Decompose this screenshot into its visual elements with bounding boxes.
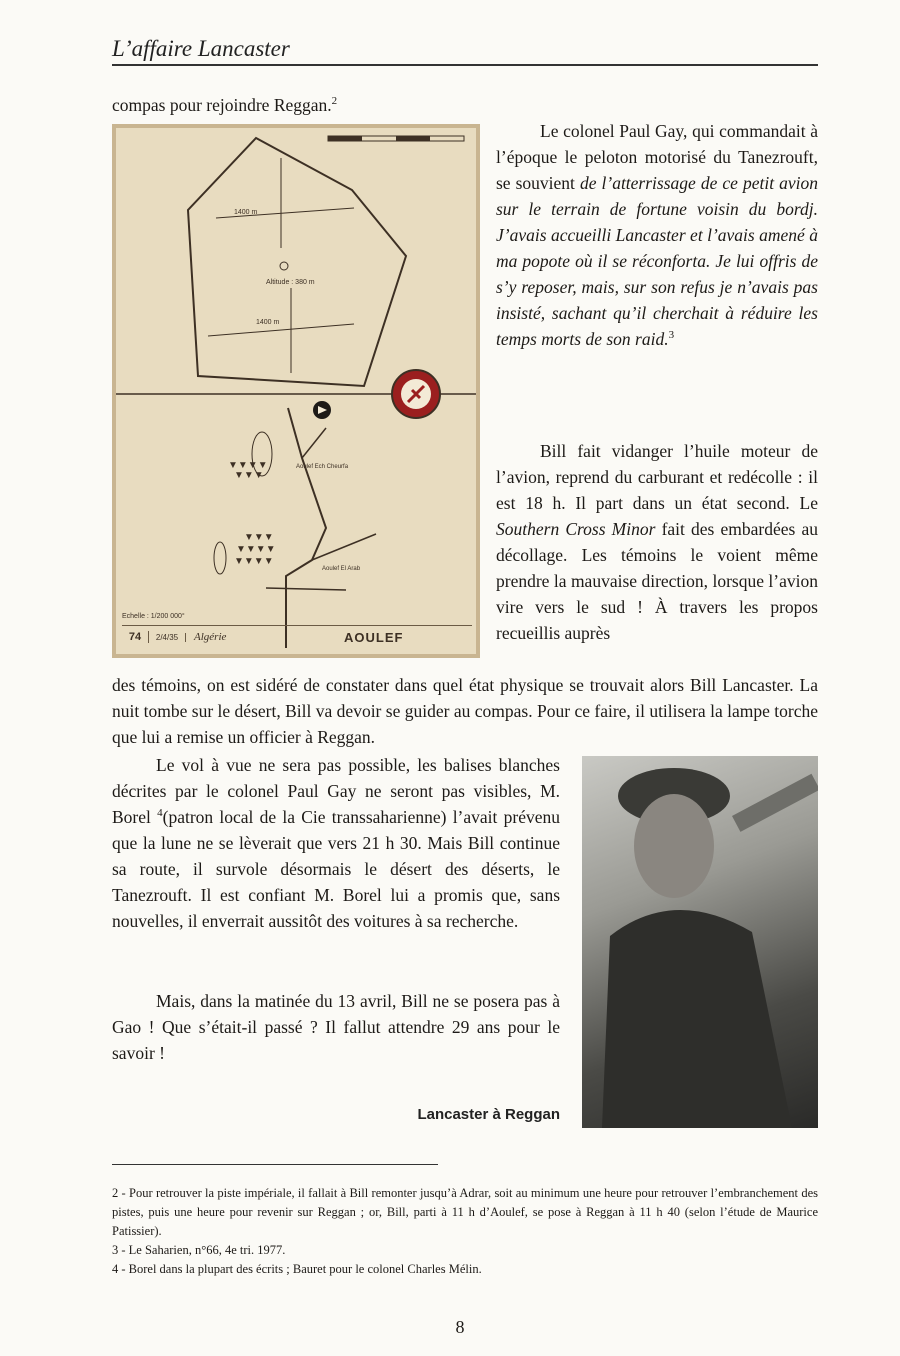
aoulef-map <box>112 124 480 658</box>
svg-text:▼▼▼: ▼▼▼ <box>244 532 274 543</box>
map-place-1: Aoulef Ech Cheurfa <box>296 464 349 470</box>
svg-text:1400 m: 1400 m <box>234 209 258 216</box>
footnote-number: 2 <box>112 1186 119 1200</box>
page-number: 8 <box>455 1317 465 1337</box>
map-name: AOULEF <box>344 629 404 645</box>
paragraph-text: Bill fait vidanger l’huile moteur de l’avion, reprend du carburant et redécolle : il est 18 h. Il part dans un état second. Le <box>496 441 818 513</box>
map-region: Algérie <box>194 631 227 643</box>
map-footer <box>122 625 472 648</box>
map-place-2: Aoulef El Arab <box>322 566 361 572</box>
footnote-ref-2: 2 <box>331 95 338 108</box>
svg-text:1400 m: 1400 m <box>256 319 280 326</box>
footnote-ref-4: 4 <box>157 807 163 820</box>
footnote-2 <box>112 1184 818 1241</box>
paragraph-text-cont: (patron local de la Cie transsaharienne) l’avait prévenu que la lune ne se lèverait que vers 21 h 30. Mais Bill continue sa route, il survole désormais le désert des déserts, le Tanezrouft. Il est confiant M. Borel lui a promis que, sans nouvelles, il enverrait aussitôt des voitures à sa recherche. <box>112 807 560 931</box>
map-date: 2/4/35 <box>149 633 186 642</box>
map-drawing <box>116 128 476 654</box>
map-altitude-label: Altitude : 380 m <box>266 279 315 286</box>
paragraph-colonel-gay <box>496 118 818 352</box>
portrait-illustration <box>582 756 818 1128</box>
footnote-text: - Borel dans la plupart des écrits ; Bauret pour le colonel Charles Mélin. <box>118 1262 482 1276</box>
map-number: 74 <box>122 631 149 643</box>
paragraph-text-cont: fait des embardées au décollage. Les témoins le voient même prendre la mauvaise direction, lorsque l’avion vire vers le sud ! À travers les propos recueillis auprès <box>496 519 818 643</box>
svg-text:▼▼▼▼: ▼▼▼▼ <box>236 544 276 555</box>
lancaster-photo <box>582 756 818 1128</box>
paragraph-gao: Mais, dans la matinée du 13 avril, Bill ne se posera pas à Gao ! Que s’était-il passé ? Il fallut attendre 29 ans pour le savoir ! <box>112 991 560 1063</box>
footnote-rule <box>112 1164 438 1165</box>
header-rule <box>112 64 818 66</box>
running-title: L’affaire Lancaster <box>112 36 290 61</box>
paragraph-takeoff-cont: des témoins, on est sidéré de constater dans quel état physique se trouvait alors Bill Lancaster. La nuit tombe sur le désert, Bill va devoir se guider au compas. Pour ce faire, il utilisera la lampe torche que lui a remise un officier à Reggan. <box>112 675 818 747</box>
footnote-ref-3: 3 <box>668 329 675 342</box>
map-scale-label: Echelle : 1/200 000° <box>122 613 185 620</box>
footnote-number: 3 <box>112 1243 119 1257</box>
paragraph-takeoff <box>496 438 818 646</box>
svg-text:▼▼▼: ▼▼▼ <box>234 470 264 481</box>
paragraph-text: Le colonel Paul Gay, qui commandait à l’époque le peloton motorisé du Tanezrouft, se souvient <box>496 121 818 193</box>
plane-name: Southern Cross Minor <box>496 519 656 539</box>
footnotes <box>112 1184 818 1279</box>
first-line-text: compas pour rejoindre Reggan. <box>112 95 332 115</box>
paragraph-text: Le vol à vue ne sera pas possible, les balises blanches décrites par le colonel Paul Gay ne seront pas visibles, M. Borel <box>112 755 560 827</box>
footnote-text: - Le Saharien, n°66, 4e tri. 1977. <box>118 1243 286 1257</box>
paragraph-night-flight <box>112 752 560 934</box>
footnote-number: 4 <box>112 1262 119 1276</box>
photo-caption: Lancaster à Reggan <box>417 1106 560 1123</box>
svg-text:▼▼▼▼: ▼▼▼▼ <box>234 556 274 567</box>
footnote-3 <box>112 1241 818 1260</box>
svg-text:▼▼▼▼: ▼▼▼▼ <box>228 460 268 471</box>
footnote-4 <box>112 1260 818 1279</box>
paragraph-quote: de l’atterrissage de ce petit avion sur le terrain de fortune voisin du bordj. J’avais accueilli Lancaster et l’avais amené à ma popote où il se réconforta. Je lui offris de s’y reposer, mais, sur son refus je n’avais pas insisté, sachant qu’il cherchait à réduire les temps morts de son raid. <box>496 173 818 349</box>
first-line <box>112 92 492 118</box>
footnote-text: - Pour retrouver la piste impériale, il fallait à Bill remonter jusqu’à Adrar, soit au minimum une heure pour retrouver l’embranchement des pistes, puis une heure pour revenir sur Reggan ; or, Bill, parti à 11 h d’Aoulef, se pose à Reggan à 11 h 40 (selon l’étude de Maurice Patissier). <box>112 1186 818 1238</box>
